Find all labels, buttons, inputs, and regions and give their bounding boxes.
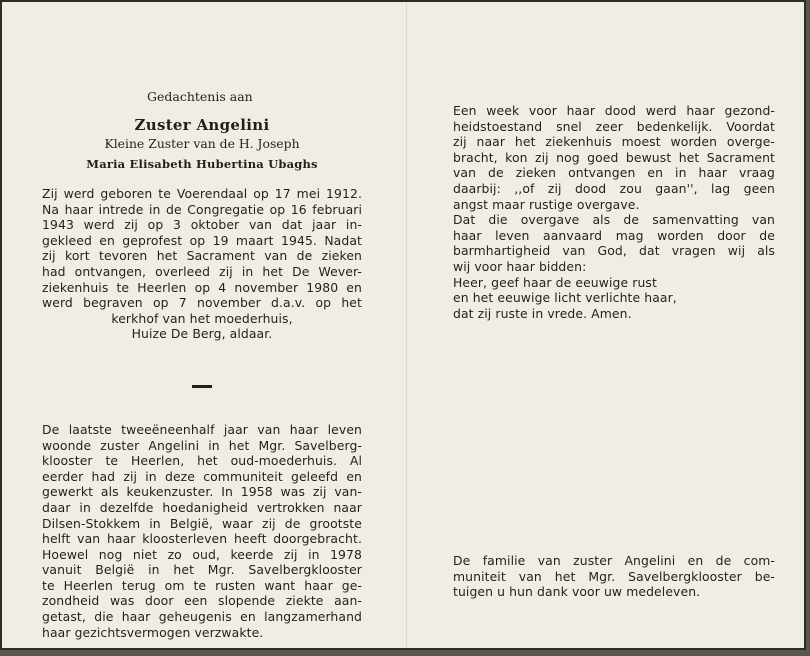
story-line: Hoewel nog niet zo oud, keerde zij in 1978	[42, 546, 362, 562]
left-column	[42, 89, 362, 640]
prayer-line: en het eeuwige licht verlichte haar,	[453, 290, 677, 306]
story-line: woonde zuster Angelini in het Mgr. Savelberg-	[42, 437, 362, 453]
prayer-line: wij voor haar bidden:	[453, 258, 587, 274]
card-heading: Gedachtenis aan	[147, 89, 253, 104]
full-civil-name: Maria Elisabeth Hubertina Ubaghs	[86, 157, 318, 171]
paragraph-line: zij naar het ziekenhuis moest worden overge-	[453, 134, 775, 150]
paragraph-line: barmhartigheid van God, dat vragen wij als	[453, 243, 775, 259]
final-week-paragraph	[453, 103, 775, 212]
right-column	[453, 103, 775, 600]
story-line: daar in dezelfde hoedanigheid vertrokken naar	[42, 499, 362, 515]
story-line: Dilsen-Stokkem in België, waar zij de grootste	[42, 515, 362, 531]
bio-line: zij kort tevoren het Sacrament van de zieken	[42, 248, 362, 264]
bio-line: gekleed en geprofest op 19 maart 1945. Nadat	[42, 232, 362, 248]
paragraph-line: bracht, kon zij nog goed bewust het Sacrament	[453, 149, 775, 165]
prayer-line: Heer, geef haar de eeuwige rust	[453, 274, 657, 290]
story-line: te Heerlen terug om te rusten want haar ge-	[42, 577, 362, 593]
paragraph-line-last: angst maar rustige overgave.	[453, 196, 640, 212]
paragraph-line: Een week voor haar dood werd haar gezond-	[453, 103, 775, 118]
thanks-line: De familie van zuster Angelini en de com-	[453, 553, 775, 568]
bio-line-centered: kerkhof van het moederhuis,	[111, 310, 293, 326]
biography	[42, 186, 362, 342]
life-story	[42, 422, 362, 640]
story-line-last: haar gezichtsvermogen verzwakte.	[42, 624, 264, 640]
bio-line: had ontvangen, overleed zij in het De Wever-	[42, 263, 362, 279]
paragraph-line: van de zieken ontvangen en in haar vraag	[453, 165, 775, 181]
story-line: klooster te Heerlen, het oud-moederhuis. Al	[42, 453, 362, 469]
story-line: helft van haar kloosterleven heeft doorgebracht.	[42, 531, 362, 547]
story-line: De laatste tweeëneenhalf jaar van haar leven	[42, 421, 362, 437]
story-line: eerder had zij in deze communiteit geleefd en	[42, 468, 362, 484]
paragraph-line: heidstoestand snel zeer bedenkelijk. Voordat	[453, 118, 775, 134]
bio-line: Zij werd geboren te Voerendaal op 17 mei 1912.	[42, 186, 362, 201]
story-line: vanuit België in het Mgr. Savelbergklooster	[42, 562, 362, 578]
story-line: zondheid was door een slopende ziekte aan-	[42, 593, 362, 609]
thanks-line: muniteit van het Mgr. Savelbergklooster be-	[453, 568, 775, 584]
religious-order: Kleine Zuster van de H. Joseph	[104, 136, 300, 151]
prayer	[453, 259, 775, 321]
paragraph-line: daarbij: ,,of zij dood zou gaan'', lag geen	[453, 180, 775, 196]
bio-line: Na haar intrede in de Congregatie op 16 februari	[42, 201, 362, 217]
deceased-name: Zuster Angelini	[134, 116, 270, 134]
paragraph-line: Dat die overgave als de samenvatting van	[453, 212, 775, 228]
prayer-line: dat zij ruste in vrede. Amen.	[453, 305, 632, 321]
story-line: getast, die haar geheugenis en langzamerhand	[42, 609, 362, 625]
surrender-paragraph	[453, 212, 775, 259]
story-line: gewerkt als keukenzuster. In 1958 was zij van-	[42, 484, 362, 500]
thanks-paragraph	[453, 553, 775, 600]
separator-dash	[192, 385, 212, 388]
bio-line: ziekenhuis te Heerlen op 4 november 1980 en	[42, 279, 362, 295]
paragraph-line: haar leven aanvaard mag worden door de	[453, 227, 775, 243]
bio-line: werd begraven op 7 november d.a.v. op het	[42, 295, 362, 311]
bio-line: 1943 werd zij op 3 oktober van dat jaar in-	[42, 217, 362, 233]
fold-line	[406, 2, 407, 648]
bio-line-centered: Huize De Berg, aldaar.	[131, 326, 273, 342]
thanks-line-last: tuigen u hun dank voor uw medeleven.	[453, 584, 701, 600]
